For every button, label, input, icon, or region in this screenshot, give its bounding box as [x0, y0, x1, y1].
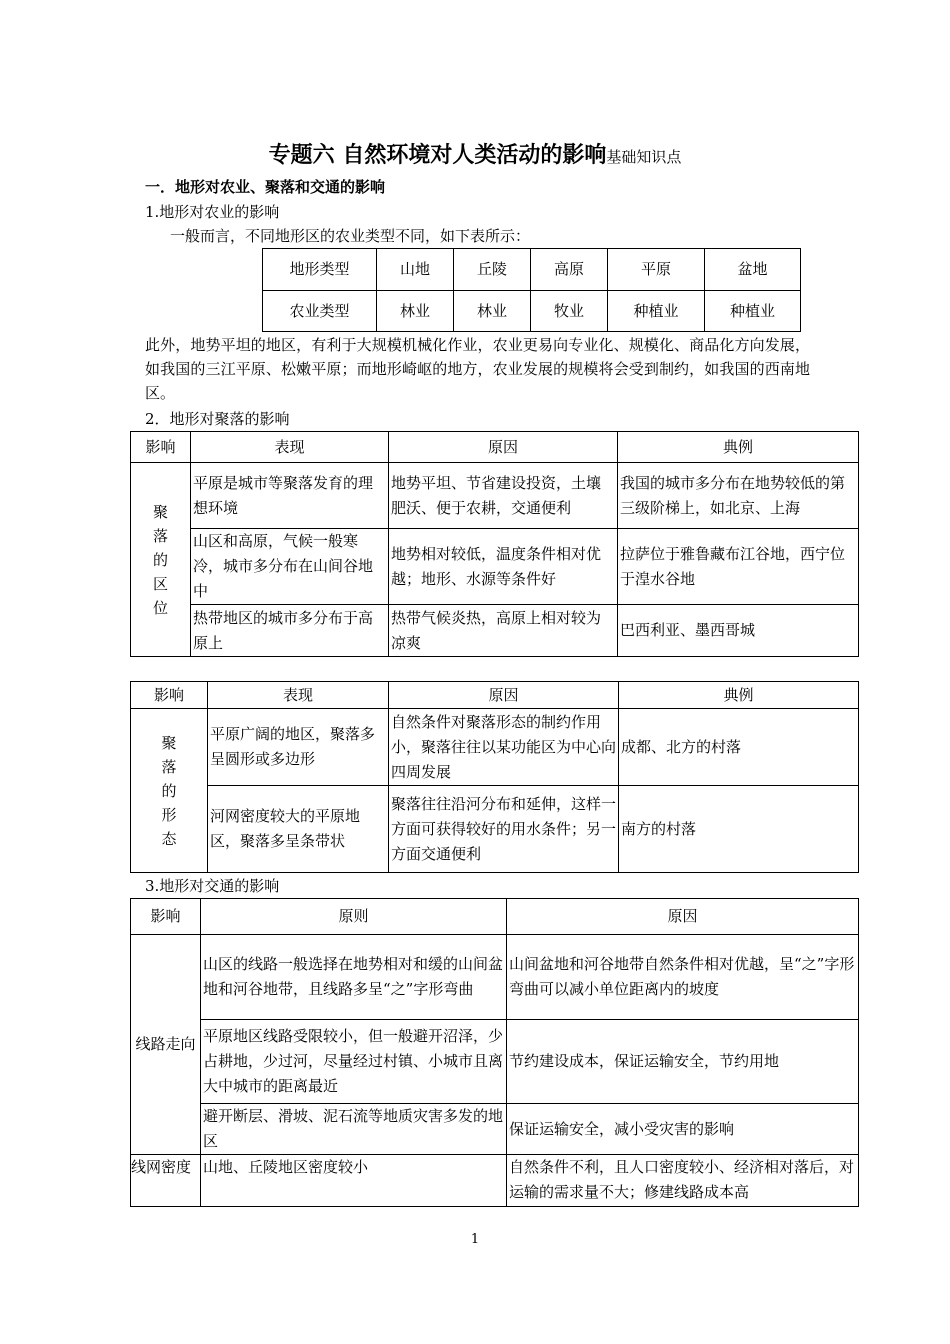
- table-cell: 山间盆地和河谷地带自然条件相对优越，呈“之”字形弯曲可以减小单位距离内的坡度: [507, 935, 859, 1020]
- table-terrain-agriculture: [262, 248, 801, 332]
- section-heading: 一．地形对农业、聚落和交通的影响: [145, 178, 386, 196]
- table-cell: 自然条件对聚落形态的制约作用小，聚落往往以某功能区为中心向四周发展: [389, 709, 619, 786]
- table-cell: 地形类型: [263, 249, 377, 291]
- subheading-transport: 3.地形对交通的影响: [145, 877, 280, 895]
- group-label: 聚 落 的 形 态: [161, 733, 177, 848]
- table-transport: [130, 898, 859, 1207]
- table-cell: 节约建设成本，保证运输安全，节约用地: [507, 1020, 859, 1104]
- table-cell: 平原是城市等聚落发育的理想环境: [191, 463, 389, 529]
- table-cell: 林业: [377, 291, 454, 332]
- table-header: 原因: [389, 432, 618, 463]
- table-cell: 聚落往往沿河分布和延伸，这样一方面可获得较好的用水条件；另一方面交通便利: [389, 786, 619, 873]
- table-cell: 巴西利亚、墨西哥城: [618, 605, 859, 657]
- table-cell: 热带地区的城市多分布于高原上: [191, 605, 389, 657]
- table-cell: 丘陵: [454, 249, 531, 291]
- table-settlement-form: [130, 681, 859, 873]
- group-label: 线路走向: [131, 935, 201, 1155]
- page-number: 1: [470, 1232, 480, 1247]
- table-header: 原因: [389, 682, 619, 709]
- table-cell: 山区的线路一般选择在地势相对和缓的山间盆地和河谷地带，且线路多呈“之”字形弯曲: [201, 935, 507, 1020]
- table-cell: 种植业: [705, 291, 801, 332]
- table-cell: 平原广阔的地区，聚落多呈圆形或多边形: [208, 709, 389, 786]
- table-cell: 拉萨位于雅鲁藏布江谷地，西宁位于湟水谷地: [618, 529, 859, 605]
- table-cell: 山地: [377, 249, 454, 291]
- table-cell: 南方的村落: [619, 786, 859, 873]
- table-header: 影响: [131, 682, 208, 709]
- group-label: 线网密度: [131, 1155, 201, 1207]
- table-cell: 盆地: [705, 249, 801, 291]
- title-suffix: 基础知识点: [606, 148, 682, 166]
- table-header: 原因: [507, 899, 859, 935]
- group-label: 聚 落 的 区 位: [152, 502, 168, 617]
- table-header: 典例: [618, 432, 859, 463]
- subheading-settlement: 2．地形对聚落的影响: [145, 410, 290, 428]
- table-cell: 地势相对较低，温度条件相对优越；地形、水源等条件好: [389, 529, 618, 605]
- table-cell: 成都、北方的村落: [619, 709, 859, 786]
- table-cell: 山区和高原，气候一般寒冷，城市多分布在山间谷地中: [191, 529, 389, 605]
- table-cell: 农业类型: [263, 291, 377, 332]
- table-header: 影响: [131, 432, 191, 463]
- table-cell: 林业: [454, 291, 531, 332]
- table-cell: 保证运输安全，减小受灾害的影响: [507, 1104, 859, 1155]
- table-header: 典例: [619, 682, 859, 709]
- table-cell: 避开断层、滑坡、泥石流等地质灾害多发的地区: [201, 1104, 507, 1155]
- table-cell: 高原: [531, 249, 608, 291]
- table-settlement-location: [130, 431, 859, 657]
- table-cell: 河网密度较大的平原地区，聚落多呈条带状: [208, 786, 389, 873]
- table-cell: 自然条件不利，且人口密度较小、经济相对落后，对运输的需求量不大；修建线路成本高: [507, 1155, 859, 1207]
- table-cell: 山地、丘陵地区密度较小: [201, 1155, 507, 1207]
- table-cell: 种植业: [608, 291, 705, 332]
- subheading-agriculture: 1.地形对农业的影响: [145, 203, 280, 221]
- table-cell: 我国的城市多分布在地势较低的第三级阶梯上，如北京、上海: [618, 463, 859, 529]
- table-cell: 平原地区线路受限较小，但一般避开沼泽，少占耕地，少过河，尽量经过村镇、小城市且离大中城市的距离最近: [201, 1020, 507, 1104]
- table-cell: 牧业: [531, 291, 608, 332]
- title-main: 专题六 自然环境对人类活动的影响: [268, 142, 607, 168]
- table-cell: 热带气候炎热，高原上相对较为凉爽: [389, 605, 618, 657]
- table-header: 原则: [201, 899, 507, 935]
- table-cell: 地势平坦、节省建设投资，土壤肥沃、便于农耕，交通便利: [389, 463, 618, 529]
- table-header: 影响: [131, 899, 201, 935]
- page-title: [0, 138, 950, 169]
- intro-text: 一般而言，不同地形区的农业类型不同，如下表所示：: [170, 227, 531, 245]
- paragraph: 此外，地势平坦的地区，有利于大规模机械化作业，农业更易向专业化、规模化、商品化方向发展，如我国的三江平原、松嫩平原；而地形崎岖的地方，农业发展的规模将会受到制约，如我国的西南地区。: [145, 336, 810, 402]
- table-header: 表现: [191, 432, 389, 463]
- table-header: 表现: [208, 682, 389, 709]
- table-cell: 平原: [608, 249, 705, 291]
